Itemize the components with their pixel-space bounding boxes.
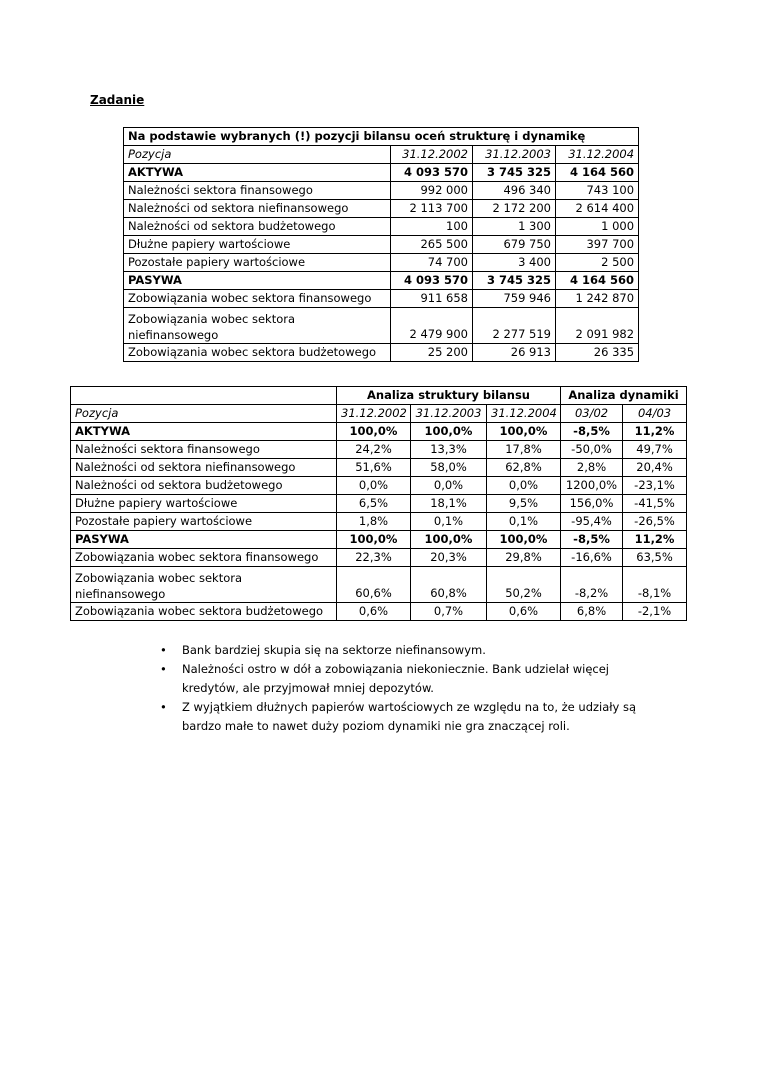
value-cell: 100,0% bbox=[337, 423, 411, 441]
value-cell: 62,8% bbox=[487, 459, 561, 477]
value-cell: 156,0% bbox=[561, 495, 623, 513]
row-label: Dłużne papiery wartościowe bbox=[71, 495, 337, 513]
table-row bbox=[124, 182, 639, 200]
value-cell: 58,0% bbox=[411, 459, 487, 477]
table-row bbox=[71, 441, 687, 459]
header-cell: 31.12.2003 bbox=[411, 405, 487, 423]
value-cell: 18,1% bbox=[411, 495, 487, 513]
value-cell: 100,0% bbox=[411, 423, 487, 441]
conclusions-list bbox=[160, 641, 660, 736]
table-row bbox=[71, 495, 687, 513]
list-item bbox=[160, 660, 660, 698]
value-cell: 60,8% bbox=[411, 567, 487, 603]
value-cell: 26 335 bbox=[556, 344, 639, 362]
table-title: Na podstawie wybranych (!) pozycji bilansu oceń strukturę i dynamikę bbox=[124, 128, 639, 146]
table-row bbox=[71, 603, 687, 621]
row-label: Zobowiązania wobec sektora finansowego bbox=[124, 290, 391, 308]
row-label: Dłużne papiery wartościowe bbox=[124, 236, 391, 254]
value-cell: 0,7% bbox=[411, 603, 487, 621]
value-cell: 0,0% bbox=[337, 477, 411, 495]
value-cell: 6,8% bbox=[561, 603, 623, 621]
value-cell: 0,1% bbox=[487, 513, 561, 531]
value-cell: 17,8% bbox=[487, 441, 561, 459]
row-label: PASYWA bbox=[71, 531, 337, 549]
header-cell: 03/02 bbox=[561, 405, 623, 423]
value-cell: 49,7% bbox=[623, 441, 687, 459]
value-cell: 50,2% bbox=[487, 567, 561, 603]
value-cell: 51,6% bbox=[337, 459, 411, 477]
value-cell: 496 340 bbox=[473, 182, 556, 200]
value-cell: -2,1% bbox=[623, 603, 687, 621]
header-cell: 31.12.2003 bbox=[473, 146, 556, 164]
value-cell: 0,6% bbox=[337, 603, 411, 621]
dynamics-group-header: Analiza dynamiki bbox=[561, 387, 687, 405]
table-row bbox=[124, 236, 639, 254]
header-cell: 31.12.2004 bbox=[556, 146, 639, 164]
value-cell: 679 750 bbox=[473, 236, 556, 254]
value-cell: 3 745 325 bbox=[473, 272, 556, 290]
value-cell: 265 500 bbox=[391, 236, 473, 254]
value-cell: 11,2% bbox=[623, 531, 687, 549]
table-row bbox=[124, 308, 639, 344]
row-label: Należności od sektora niefinansowego bbox=[124, 200, 391, 218]
row-label: Pozostałe papiery wartościowe bbox=[71, 513, 337, 531]
bullet-text: Z wyjątkiem dłużnych papierów wartościowych ze względu na to, że udziały są bardzo małe to nawet duży poziom dynamiki nie gra znaczącej roli. bbox=[182, 700, 637, 733]
value-cell: 3 400 bbox=[473, 254, 556, 272]
row-label: Należności sektora finansowego bbox=[124, 182, 391, 200]
header-cell: Pozycja bbox=[71, 405, 337, 423]
value-cell: 20,3% bbox=[411, 549, 487, 567]
table-row bbox=[71, 477, 687, 495]
value-cell: 1,8% bbox=[337, 513, 411, 531]
header-cell: 31.12.2002 bbox=[337, 405, 411, 423]
header-cell: 31.12.2002 bbox=[391, 146, 473, 164]
value-cell: 100,0% bbox=[487, 423, 561, 441]
value-cell: -95,4% bbox=[561, 513, 623, 531]
value-cell: 20,4% bbox=[623, 459, 687, 477]
structure-group-header: Analiza struktury bilansu bbox=[337, 387, 561, 405]
bullet-icon: • bbox=[160, 662, 167, 676]
value-cell: 759 946 bbox=[473, 290, 556, 308]
value-cell: 13,3% bbox=[411, 441, 487, 459]
value-cell: 11,2% bbox=[623, 423, 687, 441]
value-cell: 4 093 570 bbox=[391, 164, 473, 182]
table-row bbox=[124, 290, 639, 308]
value-cell: 22,3% bbox=[337, 549, 411, 567]
value-cell: 2 091 982 bbox=[556, 308, 639, 344]
header-cell: 31.12.2004 bbox=[487, 405, 561, 423]
table-row bbox=[124, 164, 639, 182]
table-row bbox=[124, 218, 639, 236]
table-row bbox=[71, 423, 687, 441]
value-cell: 2 113 700 bbox=[391, 200, 473, 218]
value-cell: 2 277 519 bbox=[473, 308, 556, 344]
value-cell: 1200,0% bbox=[561, 477, 623, 495]
list-item bbox=[160, 641, 660, 660]
table-row bbox=[71, 567, 687, 603]
table-row bbox=[124, 254, 639, 272]
value-cell: 2 614 400 bbox=[556, 200, 639, 218]
value-cell: -16,6% bbox=[561, 549, 623, 567]
value-cell: 911 658 bbox=[391, 290, 473, 308]
value-cell: 24,2% bbox=[337, 441, 411, 459]
row-label: Należności od sektora budżetowego bbox=[124, 218, 391, 236]
value-cell: 9,5% bbox=[487, 495, 561, 513]
value-cell: 25 200 bbox=[391, 344, 473, 362]
analysis-table bbox=[70, 386, 687, 621]
value-cell: -8,2% bbox=[561, 567, 623, 603]
value-cell: 0,6% bbox=[487, 603, 561, 621]
header-cell: 04/03 bbox=[623, 405, 687, 423]
value-cell: 26 913 bbox=[473, 344, 556, 362]
row-label: Należności sektora finansowego bbox=[71, 441, 337, 459]
row-label: Zobowiązania wobec sektora budżetowego bbox=[71, 603, 337, 621]
balance-table bbox=[123, 127, 639, 362]
value-cell: 743 100 bbox=[556, 182, 639, 200]
row-label: Należności od sektora budżetowego bbox=[71, 477, 337, 495]
value-cell: 60,6% bbox=[337, 567, 411, 603]
value-cell: 4 093 570 bbox=[391, 272, 473, 290]
row-label: AKTYWA bbox=[71, 423, 337, 441]
row-label: Zobowiązania wobec sektora niefinansowego bbox=[124, 308, 391, 344]
value-cell: -23,1% bbox=[623, 477, 687, 495]
value-cell: 2,8% bbox=[561, 459, 623, 477]
value-cell: 2 500 bbox=[556, 254, 639, 272]
value-cell: 6,5% bbox=[337, 495, 411, 513]
table-row bbox=[71, 531, 687, 549]
row-label: PASYWA bbox=[124, 272, 391, 290]
value-cell: -8,1% bbox=[623, 567, 687, 603]
value-cell: -50,0% bbox=[561, 441, 623, 459]
value-cell: 29,8% bbox=[487, 549, 561, 567]
table-row bbox=[71, 513, 687, 531]
value-cell: 992 000 bbox=[391, 182, 473, 200]
value-cell: 100,0% bbox=[337, 531, 411, 549]
value-cell: 100,0% bbox=[487, 531, 561, 549]
bullet-text: Należności ostro w dół a zobowiązania niekoniecznie. Bank udzielał więcej kredytów, ale przyjmował mniej depozytów. bbox=[182, 662, 609, 695]
table-row bbox=[124, 200, 639, 218]
value-cell: 100 bbox=[391, 218, 473, 236]
table-row bbox=[124, 344, 639, 362]
value-cell: 1 300 bbox=[473, 218, 556, 236]
value-cell: 1 242 870 bbox=[556, 290, 639, 308]
value-cell: -41,5% bbox=[623, 495, 687, 513]
value-cell: 4 164 560 bbox=[556, 164, 639, 182]
row-label: Zobowiązania wobec sektora niefinansowego bbox=[71, 567, 337, 603]
page-heading: Zadanie bbox=[90, 93, 145, 107]
row-label: Należności od sektora niefinansowego bbox=[71, 459, 337, 477]
row-label: Pozostałe papiery wartościowe bbox=[124, 254, 391, 272]
value-cell: 0,0% bbox=[487, 477, 561, 495]
bullet-icon: • bbox=[160, 643, 167, 657]
value-cell: 74 700 bbox=[391, 254, 473, 272]
table-row bbox=[124, 272, 639, 290]
bullet-icon: • bbox=[160, 700, 167, 714]
value-cell: 4 164 560 bbox=[556, 272, 639, 290]
value-cell: 63,5% bbox=[623, 549, 687, 567]
row-label: Zobowiązania wobec sektora budżetowego bbox=[124, 344, 391, 362]
header-cell: Pozycja bbox=[124, 146, 391, 164]
row-label: Zobowiązania wobec sektora finansowego bbox=[71, 549, 337, 567]
value-cell: 0,1% bbox=[411, 513, 487, 531]
table-row bbox=[71, 459, 687, 477]
value-cell: 2 479 900 bbox=[391, 308, 473, 344]
value-cell: 0,0% bbox=[411, 477, 487, 495]
value-cell: -26,5% bbox=[623, 513, 687, 531]
value-cell: 2 172 200 bbox=[473, 200, 556, 218]
value-cell: 100,0% bbox=[411, 531, 487, 549]
value-cell: -8,5% bbox=[561, 531, 623, 549]
table-row bbox=[71, 549, 687, 567]
bullet-text: Bank bardziej skupia się na sektorze niefinansowym. bbox=[182, 643, 486, 657]
value-cell: 1 000 bbox=[556, 218, 639, 236]
list-item bbox=[160, 698, 660, 736]
value-cell: 3 745 325 bbox=[473, 164, 556, 182]
row-label: AKTYWA bbox=[124, 164, 391, 182]
value-cell: -8,5% bbox=[561, 423, 623, 441]
value-cell: 397 700 bbox=[556, 236, 639, 254]
